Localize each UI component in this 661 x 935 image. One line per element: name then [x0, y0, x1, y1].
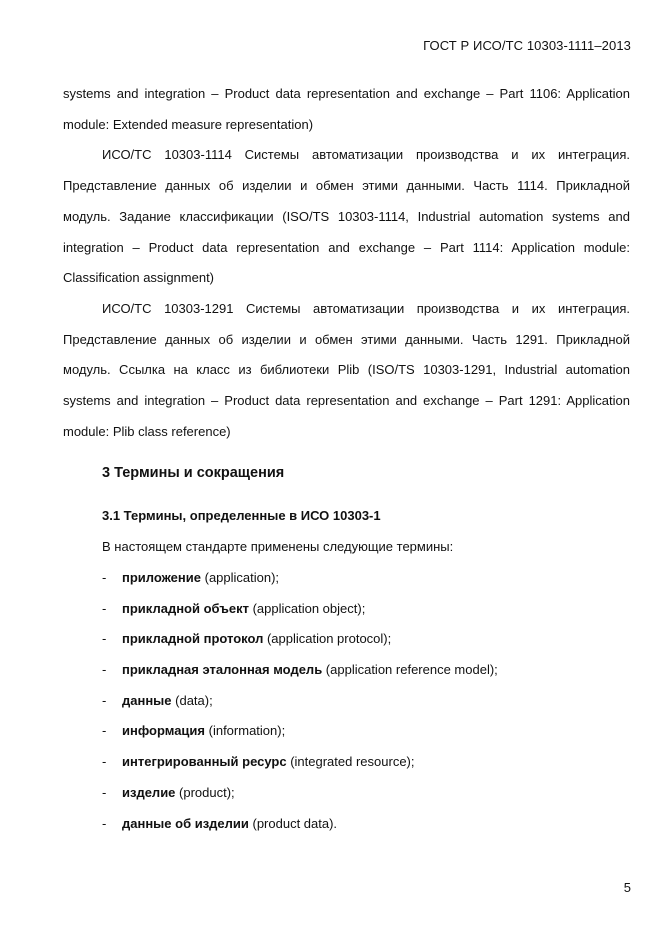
reference-paragraph-1291: ИСО/ТС 10303-1291 Системы автоматизации производства и их интеграция. Представление данных об изделии и обмен этими данными. Часть 1291. Прикладной модуль. Ссылка на класс из библиотеки Plib (ISO/TS 10303-1291, Industrial automation systems and integration – Product data representation and exchange – Part 1291: Application module: Plib class reference)	[63, 300, 630, 439]
term-russian: прикладной объект	[122, 600, 249, 616]
term-russian: данные	[122, 692, 172, 708]
terms-intro: В настоящем стандарте применены следующие термины:	[102, 539, 454, 554]
term-russian: прикладная эталонная модель	[122, 662, 323, 678]
section-title: 3 Термины и сокращения	[102, 465, 285, 481]
list-dash: -	[102, 692, 107, 708]
term-english: (application);	[201, 570, 280, 585]
term-russian: информация	[122, 723, 206, 739]
term-item	[102, 720, 498, 751]
term-english: (integrated resource);	[286, 754, 415, 770]
list-dash: -	[102, 815, 107, 831]
term-item	[102, 659, 498, 690]
term-item	[102, 598, 498, 629]
list-dash: -	[102, 754, 107, 770]
term-item	[102, 782, 498, 813]
term-russian: прикладной протокол	[122, 631, 264, 647]
term-russian: изделие	[122, 784, 176, 800]
term-english: (product data).	[248, 815, 338, 831]
term-item	[102, 567, 498, 598]
term-item	[102, 813, 498, 844]
list-dash: -	[102, 570, 107, 585]
reference-paragraph-1114: ИСО/ТС 10303-1114 Системы автоматизации производства и их интеграция. Представление данных об изделии и обмен этими данными. Часть 1114. Прикладной модуль. Задание классификации (ISO/TS 10303-1114, Industrial automation systems and integration – Product data representation and exchange – Part 1114: Application module: Classification assignment)	[63, 147, 630, 286]
subsection-title: 3.1 Термины, определенные в ИСО 10303-1	[102, 508, 381, 523]
list-dash: -	[102, 784, 107, 800]
term-english: (product);	[175, 784, 235, 800]
list-dash: -	[102, 631, 107, 647]
list-dash: -	[102, 723, 107, 739]
terms-list	[102, 567, 498, 843]
term-russian: данные об изделии	[122, 815, 249, 831]
document-header: ГОСТ Р ИСО/ТС 10303-1111–2013	[423, 38, 631, 53]
term-russian: интегрированный ресурс	[122, 754, 287, 770]
reference-paragraph-continuation: systems and integration – Product data representation and exchange – Part 1106: Application module: Extended measure representation)	[63, 86, 630, 132]
term-russian: приложение	[122, 570, 201, 585]
term-english: (data);	[171, 692, 213, 708]
references-text	[63, 79, 630, 447]
term-english: (information);	[205, 723, 286, 739]
term-english: (application reference model);	[322, 662, 498, 678]
term-item	[102, 628, 498, 659]
term-english: (application protocol);	[263, 631, 392, 647]
term-english: (application object);	[248, 600, 366, 616]
term-item	[102, 751, 498, 782]
term-item	[102, 690, 498, 721]
list-dash: -	[102, 600, 107, 616]
page-number: 5	[623, 880, 631, 895]
list-dash: -	[102, 662, 107, 678]
